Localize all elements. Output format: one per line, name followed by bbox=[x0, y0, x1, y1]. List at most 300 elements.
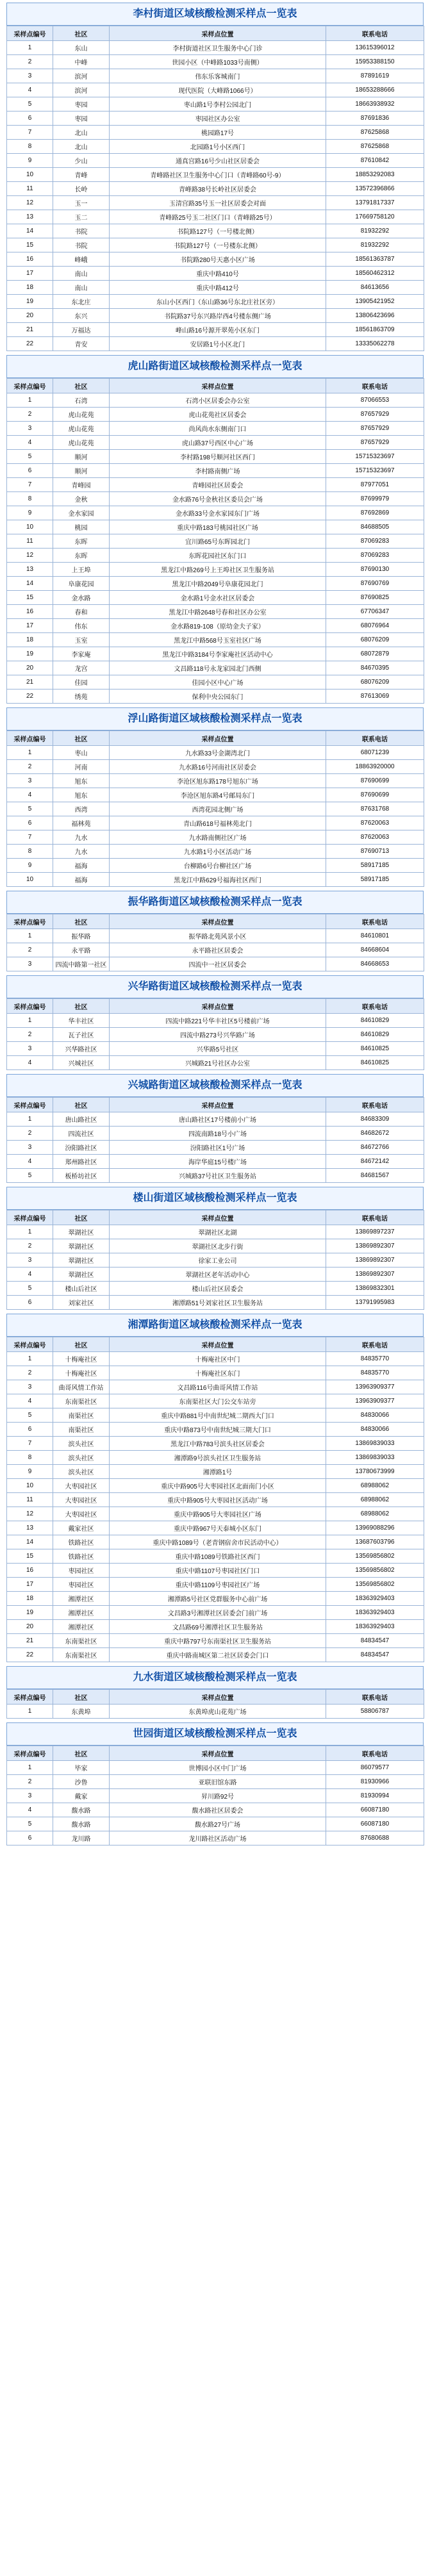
cell-number: 17 bbox=[7, 619, 53, 633]
table-row bbox=[7, 689, 424, 704]
table-header-row bbox=[7, 914, 424, 929]
cell-community: 汾阳路社区 bbox=[53, 1141, 110, 1155]
cell-number: 7 bbox=[7, 830, 53, 845]
table-row bbox=[7, 1169, 424, 1183]
cell-phone: 68076209 bbox=[326, 633, 424, 647]
table-row bbox=[7, 802, 424, 816]
table-row bbox=[7, 845, 424, 859]
cell-number: 2 bbox=[7, 1239, 53, 1253]
cell-location: 四流中一社区居委会 bbox=[110, 957, 326, 971]
cell-phone: 58917185 bbox=[326, 859, 424, 873]
sampling-table bbox=[6, 378, 424, 704]
column-header: 采样点编号 bbox=[7, 1210, 53, 1225]
cell-location: 安居路1号小区北门 bbox=[110, 337, 326, 351]
cell-location: 青峰路25号玉二社区门口（青峰路25号） bbox=[110, 210, 326, 224]
cell-community: 翠湖社区 bbox=[53, 1267, 110, 1282]
cell-community: 兴华路社区 bbox=[53, 1042, 110, 1056]
cell-community: 少山 bbox=[53, 154, 110, 168]
cell-phone: 84610825 bbox=[326, 1042, 424, 1056]
cell-community: 玉二 bbox=[53, 210, 110, 224]
cell-community: 东南渠社区 bbox=[53, 1634, 110, 1648]
sampling-table bbox=[6, 1746, 424, 1845]
cell-location: 兴华路5号社区 bbox=[110, 1042, 326, 1056]
cell-number: 12 bbox=[7, 196, 53, 210]
cell-location: 十梅庵社区中门 bbox=[110, 1352, 326, 1366]
table-row bbox=[7, 1127, 424, 1141]
cell-community: 大枣园社区 bbox=[53, 1493, 110, 1507]
sampling-table bbox=[6, 1689, 424, 1719]
cell-number: 6 bbox=[7, 464, 53, 478]
cell-community: 瓦子社区 bbox=[53, 1028, 110, 1042]
cell-community: 福海 bbox=[53, 873, 110, 887]
cell-community: 永平路 bbox=[53, 943, 110, 957]
cell-location: 现代医院（大峰路1066号） bbox=[110, 83, 326, 97]
cell-community: 虎山花苑 bbox=[53, 408, 110, 422]
table-row bbox=[7, 1112, 424, 1127]
cell-community: 龙川路 bbox=[53, 1831, 110, 1845]
column-header: 联系电话 bbox=[326, 26, 424, 41]
cell-number: 21 bbox=[7, 1634, 53, 1648]
cell-phone: 68988062 bbox=[326, 1507, 424, 1521]
cell-number: 16 bbox=[7, 605, 53, 619]
cell-number: 1 bbox=[7, 1112, 53, 1127]
cell-location: 重庆中路905号大枣园社区广场 bbox=[110, 1507, 326, 1521]
cell-number: 11 bbox=[7, 1493, 53, 1507]
table-row bbox=[7, 393, 424, 408]
table-row bbox=[7, 633, 424, 647]
table-row bbox=[7, 1564, 424, 1578]
cell-location: 徐家工业公司 bbox=[110, 1253, 326, 1267]
cell-number: 1 bbox=[7, 1705, 53, 1719]
cell-location: 文昌路118号永龙家园北门西侧 bbox=[110, 661, 326, 675]
cell-location: 青峰路社区卫生服务中心门口（青峰路60号-9） bbox=[110, 168, 326, 182]
cell-phone: 18863920000 bbox=[326, 760, 424, 774]
cell-location: 尚风尚水东侧南门口 bbox=[110, 422, 326, 436]
sampling-section bbox=[6, 3, 424, 351]
cell-location: 四流南路18号小广场 bbox=[110, 1127, 326, 1141]
cell-phone: 68076209 bbox=[326, 675, 424, 689]
cell-location: 振华路北苑风景小区 bbox=[110, 929, 326, 943]
sampling-table bbox=[6, 1337, 424, 1662]
cell-number: 12 bbox=[7, 1507, 53, 1521]
cell-phone: 87625868 bbox=[326, 140, 424, 154]
cell-location: 四流中路221号华丰社区5号楼前广场 bbox=[110, 1014, 326, 1028]
cell-community: 金水家园 bbox=[53, 506, 110, 520]
cell-phone: 87069283 bbox=[326, 549, 424, 563]
table-row bbox=[7, 1014, 424, 1028]
cell-number: 1 bbox=[7, 1225, 53, 1239]
cell-number: 22 bbox=[7, 1648, 53, 1662]
cell-phone: 87657929 bbox=[326, 436, 424, 450]
section-title: 湘潭路街道区域核酸检测采样点一览表 bbox=[6, 1314, 424, 1337]
cell-number: 4 bbox=[7, 436, 53, 450]
cell-community: 大枣园社区 bbox=[53, 1479, 110, 1493]
cell-community: 春和 bbox=[53, 605, 110, 619]
table-row bbox=[7, 450, 424, 464]
cell-location: 重庆中路905号大枣园社区活动广场 bbox=[110, 1493, 326, 1507]
cell-phone: 13869892307 bbox=[326, 1253, 424, 1267]
column-header: 采样点位置 bbox=[110, 1210, 326, 1225]
cell-number: 13 bbox=[7, 563, 53, 577]
cell-community: 翠湖社区 bbox=[53, 1253, 110, 1267]
table-row bbox=[7, 111, 424, 126]
cell-phone: 13780673999 bbox=[326, 1465, 424, 1479]
cell-phone: 81932292 bbox=[326, 224, 424, 238]
section-title: 浮山路街道区域核酸检测采样点一览表 bbox=[6, 707, 424, 731]
cell-number: 3 bbox=[7, 1042, 53, 1056]
cell-community: 九水 bbox=[53, 830, 110, 845]
table-row bbox=[7, 591, 424, 605]
cell-phone: 87690713 bbox=[326, 845, 424, 859]
cell-phone: 87690699 bbox=[326, 774, 424, 788]
cell-location: 重庆中路881号中南世纪城二期西大门口 bbox=[110, 1408, 326, 1423]
cell-phone: 13791817337 bbox=[326, 196, 424, 210]
sampling-section bbox=[6, 1666, 424, 1719]
cell-community: 旭东 bbox=[53, 774, 110, 788]
cell-location: 海岸华庭15号楼广场 bbox=[110, 1155, 326, 1169]
cell-community: 青峰园 bbox=[53, 478, 110, 492]
sampling-table bbox=[6, 731, 424, 887]
cell-number: 12 bbox=[7, 549, 53, 563]
cell-phone: 13569856802 bbox=[326, 1564, 424, 1578]
cell-number: 6 bbox=[7, 1296, 53, 1310]
table-row bbox=[7, 957, 424, 971]
cell-community: 戴家社区 bbox=[53, 1521, 110, 1535]
cell-number: 5 bbox=[7, 802, 53, 816]
cell-location: 重庆中路1089号铁路社区西门 bbox=[110, 1549, 326, 1564]
cell-number: 3 bbox=[7, 1253, 53, 1267]
cell-community: 铁路社区 bbox=[53, 1549, 110, 1564]
cell-community: 西湾 bbox=[53, 802, 110, 816]
sampling-section bbox=[6, 891, 424, 971]
cell-phone: 18561363787 bbox=[326, 252, 424, 267]
section-title: 兴华路街道区域核酸检测采样点一览表 bbox=[6, 975, 424, 998]
cell-location: 李村路南侧广场 bbox=[110, 464, 326, 478]
cell-community: 十梅庵社区 bbox=[53, 1366, 110, 1380]
cell-number: 5 bbox=[7, 1817, 53, 1831]
cell-number: 4 bbox=[7, 83, 53, 97]
table-row bbox=[7, 661, 424, 675]
table-row bbox=[7, 168, 424, 182]
cell-phone: 13869839033 bbox=[326, 1437, 424, 1451]
cell-location: 黑龙江中路783号滨头社区居委会 bbox=[110, 1437, 326, 1451]
cell-number: 21 bbox=[7, 675, 53, 689]
section-title: 振华路街道区域核酸检测采样点一览表 bbox=[6, 891, 424, 914]
cell-number: 6 bbox=[7, 816, 53, 830]
section-title: 九水街道区域核酸检测采样点一览表 bbox=[6, 1666, 424, 1689]
cell-location: 翠湖社区北步行街 bbox=[110, 1239, 326, 1253]
cell-community: 戴家 bbox=[53, 1789, 110, 1803]
cell-location: 翠湖社区老年活动中心 bbox=[110, 1267, 326, 1282]
cell-number: 10 bbox=[7, 873, 53, 887]
column-header: 联系电话 bbox=[326, 379, 424, 393]
cell-phone: 87657929 bbox=[326, 422, 424, 436]
cell-location: 重庆中路873号中南世纪城三期大门口 bbox=[110, 1423, 326, 1437]
cell-number: 11 bbox=[7, 182, 53, 196]
cell-location: 楼山后社区居委会 bbox=[110, 1282, 326, 1296]
column-header: 联系电话 bbox=[326, 1098, 424, 1112]
cell-phone: 68988062 bbox=[326, 1493, 424, 1507]
cell-number: 5 bbox=[7, 1282, 53, 1296]
cell-community: 书院 bbox=[53, 238, 110, 252]
sampling-section bbox=[6, 1722, 424, 1845]
cell-community: 南山 bbox=[53, 281, 110, 295]
cell-location: 重庆中路1107号枣园社区门口 bbox=[110, 1564, 326, 1578]
cell-location: 文昌路3号湘潭社区居委会门前广场 bbox=[110, 1606, 326, 1620]
cell-community: 馥水路 bbox=[53, 1803, 110, 1817]
cell-number: 19 bbox=[7, 647, 53, 661]
cell-number: 11 bbox=[7, 534, 53, 549]
cell-number: 22 bbox=[7, 337, 53, 351]
cell-location: 湘潭路1号 bbox=[110, 1465, 326, 1479]
table-row bbox=[7, 252, 424, 267]
cell-community: 桃园 bbox=[53, 520, 110, 534]
cell-phone: 84610829 bbox=[326, 1014, 424, 1028]
table-row bbox=[7, 140, 424, 154]
cell-location: 北园路1号小区西门 bbox=[110, 140, 326, 154]
cell-number: 1 bbox=[7, 929, 53, 943]
cell-location: 昇川路92号 bbox=[110, 1789, 326, 1803]
column-header: 采样点编号 bbox=[7, 1337, 53, 1352]
cell-number: 14 bbox=[7, 1535, 53, 1549]
cell-phone: 18363929403 bbox=[326, 1592, 424, 1606]
cell-number: 17 bbox=[7, 267, 53, 281]
cell-number: 13 bbox=[7, 210, 53, 224]
table-row bbox=[7, 830, 424, 845]
column-header: 采样点编号 bbox=[7, 999, 53, 1014]
cell-phone: 84610829 bbox=[326, 1028, 424, 1042]
cell-number: 10 bbox=[7, 520, 53, 534]
cell-number: 20 bbox=[7, 661, 53, 675]
cell-community: 枣园 bbox=[53, 97, 110, 111]
table-row bbox=[7, 1705, 424, 1719]
column-header: 联系电话 bbox=[326, 914, 424, 929]
cell-number: 2 bbox=[7, 1775, 53, 1789]
cell-community: 长岭 bbox=[53, 182, 110, 196]
cell-phone: 13572396866 bbox=[326, 182, 424, 196]
cell-location: 玉清宫路35号玉一社区居委会对面 bbox=[110, 196, 326, 210]
cell-number: 4 bbox=[7, 788, 53, 802]
cell-phone: 87613069 bbox=[326, 689, 424, 704]
cell-location: 翠湖社区北湖 bbox=[110, 1225, 326, 1239]
cell-number: 8 bbox=[7, 492, 53, 506]
column-header: 社区 bbox=[53, 1337, 110, 1352]
cell-community: 玉一 bbox=[53, 196, 110, 210]
cell-number: 9 bbox=[7, 859, 53, 873]
cell-location: 东黄埠虎山花苑广场 bbox=[110, 1705, 326, 1719]
table-row bbox=[7, 182, 424, 196]
cell-location: 世博园小区中门广场 bbox=[110, 1761, 326, 1775]
column-header: 采样点位置 bbox=[110, 1098, 326, 1112]
column-header: 社区 bbox=[53, 1210, 110, 1225]
cell-location: 重庆中路797号东南渠社区卫生服务站 bbox=[110, 1634, 326, 1648]
cell-phone: 66087180 bbox=[326, 1803, 424, 1817]
cell-number: 1 bbox=[7, 41, 53, 55]
table-row bbox=[7, 1648, 424, 1662]
cell-phone: 87610842 bbox=[326, 154, 424, 168]
sampling-section bbox=[6, 355, 424, 704]
table-row bbox=[7, 323, 424, 337]
cell-phone: 84668653 bbox=[326, 957, 424, 971]
cell-phone: 13869897237 bbox=[326, 1225, 424, 1239]
cell-location: 文昌路116号曲哥风情工作站 bbox=[110, 1380, 326, 1394]
cell-location: 黑龙江中路629号福海社区西门 bbox=[110, 873, 326, 887]
sampling-section bbox=[6, 1074, 424, 1183]
table-header-row bbox=[7, 379, 424, 393]
table-row bbox=[7, 281, 424, 295]
cell-location: 金水路819-108（原幼金夫子家） bbox=[110, 619, 326, 633]
cell-community: 曲哥风情工作站 bbox=[53, 1380, 110, 1394]
table-header-row bbox=[7, 1746, 424, 1761]
cell-location: 保利中央公园东门 bbox=[110, 689, 326, 704]
column-header: 采样点位置 bbox=[110, 731, 326, 746]
cell-phone: 17669758120 bbox=[326, 210, 424, 224]
cell-phone: 15715323697 bbox=[326, 450, 424, 464]
cell-location: 金水路33号金水家园东门广场 bbox=[110, 506, 326, 520]
cell-location: 永平路社区居委会 bbox=[110, 943, 326, 957]
cell-location: 书院路127号（一号楼北侧） bbox=[110, 224, 326, 238]
table-row bbox=[7, 1352, 424, 1366]
table-row bbox=[7, 1253, 424, 1267]
cell-location: 九水路南侧社区广场 bbox=[110, 830, 326, 845]
table-row bbox=[7, 1155, 424, 1169]
cell-number: 8 bbox=[7, 1451, 53, 1465]
table-row bbox=[7, 1408, 424, 1423]
cell-community: 十梅庵社区 bbox=[53, 1352, 110, 1366]
cell-community: 东北庄 bbox=[53, 295, 110, 309]
cell-number: 9 bbox=[7, 154, 53, 168]
cell-location: 伟东乐客城南门 bbox=[110, 69, 326, 83]
table-row bbox=[7, 210, 424, 224]
cell-phone: 18853292083 bbox=[326, 168, 424, 182]
cell-number: 8 bbox=[7, 140, 53, 154]
table-row bbox=[7, 1535, 424, 1549]
cell-community: 枣园社区 bbox=[53, 1578, 110, 1592]
cell-number: 2 bbox=[7, 55, 53, 69]
cell-community: 湘潭社区 bbox=[53, 1606, 110, 1620]
cell-phone: 13869892307 bbox=[326, 1239, 424, 1253]
cell-phone: 15953388150 bbox=[326, 55, 424, 69]
column-header: 社区 bbox=[53, 379, 110, 393]
table-row bbox=[7, 408, 424, 422]
cell-phone: 87620063 bbox=[326, 816, 424, 830]
cell-community: 阜康花园 bbox=[53, 577, 110, 591]
table-row bbox=[7, 464, 424, 478]
cell-location: 世园小区（中峰路1033号南侧） bbox=[110, 55, 326, 69]
table-row bbox=[7, 619, 424, 633]
table-row bbox=[7, 196, 424, 210]
cell-community: 中峰 bbox=[53, 55, 110, 69]
cell-location: 虎山路37号西区中心广场 bbox=[110, 436, 326, 450]
cell-phone: 66087180 bbox=[326, 1817, 424, 1831]
cell-phone: 84688505 bbox=[326, 520, 424, 534]
table-row bbox=[7, 295, 424, 309]
cell-community: 玉室 bbox=[53, 633, 110, 647]
cell-number: 19 bbox=[7, 295, 53, 309]
cell-number: 2 bbox=[7, 408, 53, 422]
cell-community: 华丰社区 bbox=[53, 1014, 110, 1028]
cell-number: 1 bbox=[7, 393, 53, 408]
table-row bbox=[7, 238, 424, 252]
page-root bbox=[6, 0, 424, 1845]
cell-number: 3 bbox=[7, 1141, 53, 1155]
table-row bbox=[7, 1831, 424, 1845]
cell-phone: 87680688 bbox=[326, 1831, 424, 1845]
cell-number: 13 bbox=[7, 1521, 53, 1535]
cell-phone: 87066553 bbox=[326, 393, 424, 408]
cell-location: 重庆中路410号 bbox=[110, 267, 326, 281]
cell-community: 板桥坊社区 bbox=[53, 1169, 110, 1183]
table-row bbox=[7, 929, 424, 943]
cell-number: 3 bbox=[7, 1380, 53, 1394]
cell-number: 3 bbox=[7, 774, 53, 788]
cell-number: 7 bbox=[7, 1437, 53, 1451]
table-header-row bbox=[7, 1210, 424, 1225]
cell-community: 铁路社区 bbox=[53, 1535, 110, 1549]
sampling-section bbox=[6, 975, 424, 1070]
table-row bbox=[7, 675, 424, 689]
cell-phone: 81930966 bbox=[326, 1775, 424, 1789]
table-row bbox=[7, 478, 424, 492]
cell-community: 东晖 bbox=[53, 534, 110, 549]
cell-community: 东南渠社区 bbox=[53, 1648, 110, 1662]
cell-location: 宜川路65号东晖园北门 bbox=[110, 534, 326, 549]
cell-number: 8 bbox=[7, 845, 53, 859]
cell-community: 北山 bbox=[53, 140, 110, 154]
table-row bbox=[7, 1761, 424, 1775]
cell-number: 6 bbox=[7, 1831, 53, 1845]
table-row bbox=[7, 549, 424, 563]
cell-location: 湘潭路5号社区党群服务中心前广场 bbox=[110, 1592, 326, 1606]
cell-phone: 84682672 bbox=[326, 1127, 424, 1141]
table-row bbox=[7, 309, 424, 323]
cell-phone: 58917185 bbox=[326, 873, 424, 887]
cell-community: 南山 bbox=[53, 267, 110, 281]
cell-community: 四流中路第一社区 bbox=[53, 957, 110, 971]
sampling-section bbox=[6, 1314, 424, 1662]
cell-phone: 13963909377 bbox=[326, 1380, 424, 1394]
cell-community: 石湾 bbox=[53, 393, 110, 408]
cell-location: 黑龙江中路2049号阜康花园北门 bbox=[110, 577, 326, 591]
table-header-row bbox=[7, 731, 424, 746]
cell-location: 重庆中路412号 bbox=[110, 281, 326, 295]
cell-number: 4 bbox=[7, 1267, 53, 1282]
cell-phone: 13687603796 bbox=[326, 1535, 424, 1549]
cell-location: 黑龙江中路269号上王埠社区卫生服务站 bbox=[110, 563, 326, 577]
table-row bbox=[7, 1225, 424, 1239]
column-header: 社区 bbox=[53, 731, 110, 746]
table-header-row bbox=[7, 1098, 424, 1112]
cell-number: 2 bbox=[7, 760, 53, 774]
table-row bbox=[7, 1239, 424, 1253]
cell-number: 20 bbox=[7, 309, 53, 323]
cell-location: 重庆中路183号桃园社区广场 bbox=[110, 520, 326, 534]
table-row bbox=[7, 577, 424, 591]
cell-phone: 87691836 bbox=[326, 111, 424, 126]
cell-phone: 13969088296 bbox=[326, 1521, 424, 1535]
cell-location: 桃园路17号 bbox=[110, 126, 326, 140]
cell-phone: 68072879 bbox=[326, 647, 424, 661]
cell-location: 李村路198号顺河社区西门 bbox=[110, 450, 326, 464]
table-row bbox=[7, 1451, 424, 1465]
table-row bbox=[7, 337, 424, 351]
cell-number: 3 bbox=[7, 957, 53, 971]
cell-phone: 87620063 bbox=[326, 830, 424, 845]
cell-location: 石湾小区居委会办公室 bbox=[110, 393, 326, 408]
cell-number: 1 bbox=[7, 1352, 53, 1366]
cell-location: 唐山路社区17号楼前小广场 bbox=[110, 1112, 326, 1127]
table-row bbox=[7, 873, 424, 887]
